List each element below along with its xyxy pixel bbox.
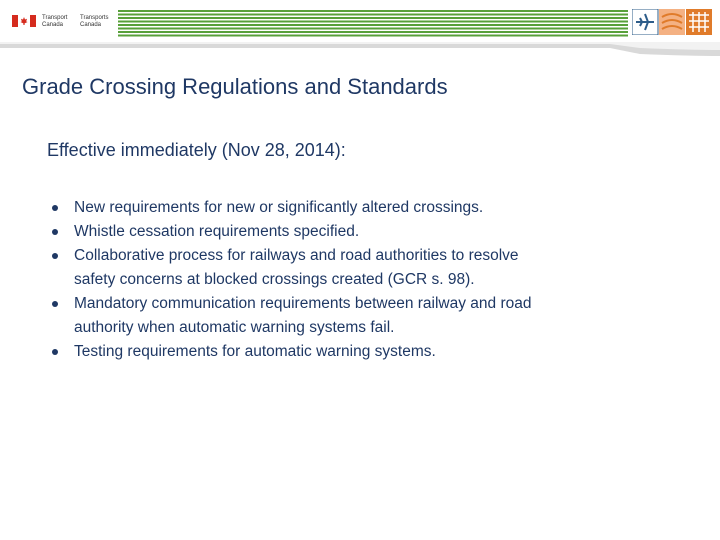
bullet-dot-icon bbox=[52, 229, 58, 235]
bullet-item: Whistle cessation requirements specified. bbox=[47, 220, 547, 244]
banner-stripe bbox=[118, 21, 628, 23]
header-banner-graphic bbox=[0, 0, 720, 58]
org-name-english: Transport Canada bbox=[42, 15, 68, 28]
banner-stripe bbox=[118, 17, 628, 19]
banner-stripe bbox=[118, 24, 628, 26]
banner-stripe bbox=[118, 14, 628, 16]
bullet-dot-icon bbox=[52, 253, 58, 259]
header-banner bbox=[0, 0, 720, 58]
slide-subtitle: Effective immediately (Nov 28, 2014): bbox=[47, 140, 346, 160]
banner-stripe bbox=[118, 35, 628, 37]
bullet-item: New requirements for new or significantly altered crossings. bbox=[47, 196, 547, 220]
bullet-item: Mandatory communication requirements between railway and road authority when automatic warning systems fail. bbox=[47, 292, 547, 340]
bullet-dot-icon bbox=[52, 349, 58, 355]
slide-title: Grade Crossing Regulations and Standards bbox=[22, 74, 448, 99]
bullet-item: Collaborative process for railways and road authorities to resolve safety concerns at blocked crossings created (GCR s. 98). bbox=[47, 244, 547, 292]
transport-modes-emblem-icon bbox=[632, 9, 712, 35]
bullet-item: Testing requirements for automatic warning systems. bbox=[47, 340, 547, 364]
banner-stripe bbox=[118, 31, 628, 33]
bullet-list bbox=[47, 196, 547, 364]
org-name-french: Transports Canada bbox=[80, 15, 109, 28]
bullet-dot-icon bbox=[52, 205, 58, 211]
banner-stripe bbox=[118, 28, 628, 30]
bullet-dot-icon bbox=[52, 301, 58, 307]
banner-stripe bbox=[118, 10, 628, 12]
canada-flag-icon bbox=[12, 15, 36, 27]
